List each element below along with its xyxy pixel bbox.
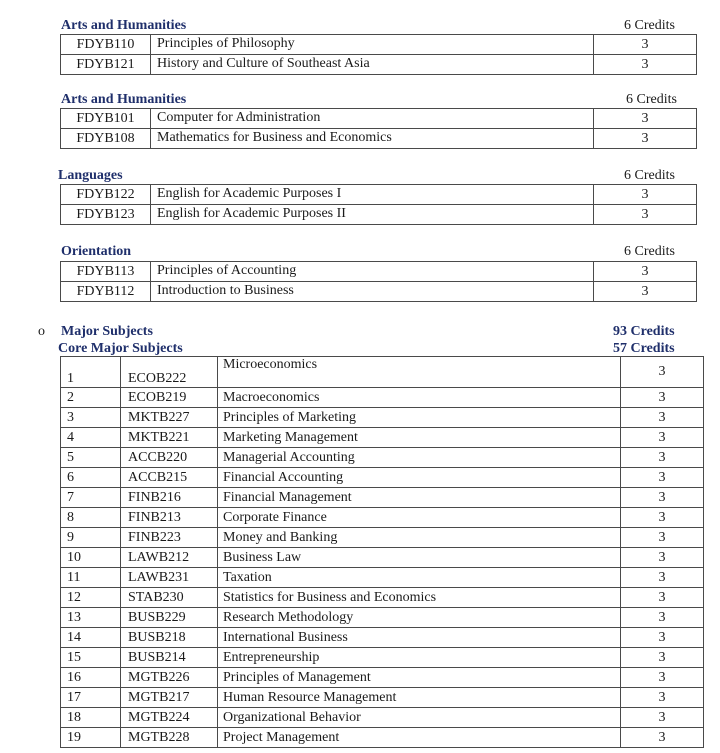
course-credit: 3 — [621, 528, 704, 548]
course-code: FINB223 — [121, 528, 218, 548]
course-title: Entrepreneurship — [218, 648, 621, 668]
course-credit: 3 — [621, 468, 704, 488]
row-number: 3 — [61, 408, 121, 428]
course-credit: 3 — [594, 129, 697, 149]
table-row — [61, 388, 704, 408]
course-code: FDYB101 — [61, 109, 151, 129]
course-credit: 3 — [621, 408, 704, 428]
table-row — [61, 648, 704, 668]
course-code: FDYB110 — [61, 35, 151, 55]
course-credit: 3 — [621, 388, 704, 408]
course-credit: 3 — [621, 648, 704, 668]
table-row — [61, 708, 704, 728]
course-code: BUSB229 — [121, 608, 218, 628]
course-title: Managerial Accounting — [218, 448, 621, 468]
row-number: 11 — [61, 568, 121, 588]
row-number: 4 — [61, 428, 121, 448]
bullet-icon: o — [38, 324, 45, 339]
course-credit: 3 — [621, 708, 704, 728]
table-row — [61, 35, 697, 55]
course-code: ACCB220 — [121, 448, 218, 468]
course-title: Computer for Administration — [151, 109, 594, 129]
table-row — [61, 428, 704, 448]
table-row — [61, 548, 704, 568]
course-title: Microeconomics — [218, 357, 621, 388]
table-row — [61, 129, 697, 149]
row-number: 13 — [61, 608, 121, 628]
table-row — [61, 588, 704, 608]
course-title: English for Academic Purposes II — [151, 205, 594, 225]
course-title: Financial Accounting — [218, 468, 621, 488]
section-title: Arts and Humanities — [61, 92, 187, 107]
row-number: 2 — [61, 388, 121, 408]
table-row — [61, 628, 704, 648]
table-row — [61, 185, 697, 205]
table-row — [61, 109, 697, 129]
course-title: Principles of Marketing — [218, 408, 621, 428]
row-number: 14 — [61, 628, 121, 648]
course-title: Marketing Management — [218, 428, 621, 448]
row-number: 7 — [61, 488, 121, 508]
course-credit: 3 — [621, 608, 704, 628]
course-credit: 3 — [621, 428, 704, 448]
table-row — [61, 262, 697, 282]
course-credit: 3 — [621, 568, 704, 588]
course-code: LAWB212 — [121, 548, 218, 568]
course-code: FDYB122 — [61, 185, 151, 205]
table-row — [61, 357, 704, 388]
course-code: FDYB113 — [61, 262, 151, 282]
table-row — [61, 508, 704, 528]
course-title: Business Law — [218, 548, 621, 568]
course-code: BUSB218 — [121, 628, 218, 648]
course-code: ECOB219 — [121, 388, 218, 408]
table-row — [61, 468, 704, 488]
course-code: FDYB123 — [61, 205, 151, 225]
course-title: Statistics for Business and Economics — [218, 588, 621, 608]
table-row — [61, 448, 704, 468]
course-credit: 3 — [621, 357, 704, 388]
course-code: MGTB226 — [121, 668, 218, 688]
course-credit: 3 — [621, 448, 704, 468]
course-title: Organizational Behavior — [218, 708, 621, 728]
course-code: MKTB221 — [121, 428, 218, 448]
course-code: ACCB215 — [121, 468, 218, 488]
course-credit: 3 — [621, 728, 704, 748]
course-title: Financial Management — [218, 488, 621, 508]
course-title: History and Culture of Southeast Asia — [151, 55, 594, 75]
section-credits: 6 Credits — [624, 18, 675, 33]
course-credit: 3 — [621, 488, 704, 508]
course-title: Principles of Philosophy — [151, 35, 594, 55]
course-code: FDYB108 — [61, 129, 151, 149]
course-code: MGTB224 — [121, 708, 218, 728]
course-code: ECOB222 — [121, 357, 218, 388]
section-credits: 6 Credits — [626, 92, 677, 107]
course-title: Mathematics for Business and Economics — [151, 129, 594, 149]
course-table — [60, 184, 697, 225]
row-number: 17 — [61, 688, 121, 708]
course-code: BUSB214 — [121, 648, 218, 668]
course-code: MGTB228 — [121, 728, 218, 748]
course-table — [60, 261, 697, 302]
core-credits: 57 Credits — [613, 341, 675, 356]
table-row — [61, 668, 704, 688]
course-title: Taxation — [218, 568, 621, 588]
course-credit: 3 — [621, 508, 704, 528]
course-table — [60, 34, 697, 75]
table-row — [61, 688, 704, 708]
course-title: Project Management — [218, 728, 621, 748]
table-row — [61, 408, 704, 428]
course-code: FDYB121 — [61, 55, 151, 75]
course-title: English for Academic Purposes I — [151, 185, 594, 205]
table-row — [61, 55, 697, 75]
row-number: 10 — [61, 548, 121, 568]
course-title: Corporate Finance — [218, 508, 621, 528]
section-title: Orientation — [61, 244, 131, 259]
course-table — [60, 108, 697, 149]
course-code: FDYB112 — [61, 282, 151, 302]
course-code: LAWB231 — [121, 568, 218, 588]
row-number: 16 — [61, 668, 121, 688]
table-row — [61, 608, 704, 628]
row-number: 9 — [61, 528, 121, 548]
row-number: 15 — [61, 648, 121, 668]
course-credit: 3 — [594, 35, 697, 55]
table-row — [61, 528, 704, 548]
section-title: Arts and Humanities — [61, 18, 187, 33]
row-number: 8 — [61, 508, 121, 528]
course-credit: 3 — [621, 548, 704, 568]
course-credit: 3 — [594, 185, 697, 205]
course-title: Introduction to Business — [151, 282, 594, 302]
table-row — [61, 488, 704, 508]
course-code: STAB230 — [121, 588, 218, 608]
row-number: 6 — [61, 468, 121, 488]
course-title: International Business — [218, 628, 621, 648]
course-title: Macroeconomics — [218, 388, 621, 408]
table-row — [61, 568, 704, 588]
course-code: FINB213 — [121, 508, 218, 528]
course-code: MKTB227 — [121, 408, 218, 428]
row-number: 5 — [61, 448, 121, 468]
course-credit: 3 — [594, 55, 697, 75]
course-title: Principles of Accounting — [151, 262, 594, 282]
course-credit: 3 — [594, 205, 697, 225]
row-number: 18 — [61, 708, 121, 728]
course-credit: 3 — [594, 282, 697, 302]
course-title: Research Methodology — [218, 608, 621, 628]
course-credit: 3 — [621, 588, 704, 608]
major-title: Major Subjects — [61, 324, 153, 339]
section-credits: 6 Credits — [624, 244, 675, 259]
row-number: 12 — [61, 588, 121, 608]
row-number: 1 — [61, 357, 121, 388]
course-code: MGTB217 — [121, 688, 218, 708]
course-credit: 3 — [594, 109, 697, 129]
table-row — [61, 728, 704, 748]
section-title: Languages — [58, 168, 123, 183]
course-title: Human Resource Management — [218, 688, 621, 708]
major-credits: 93 Credits — [613, 324, 675, 339]
course-credit: 3 — [621, 668, 704, 688]
core-subjects-table — [60, 356, 704, 748]
table-row — [61, 205, 697, 225]
course-code: FINB216 — [121, 488, 218, 508]
course-title: Principles of Management — [218, 668, 621, 688]
section-credits: 6 Credits — [624, 168, 675, 183]
course-title: Money and Banking — [218, 528, 621, 548]
course-credit: 3 — [594, 262, 697, 282]
core-title: Core Major Subjects — [58, 341, 183, 356]
table-row — [61, 282, 697, 302]
row-number: 19 — [61, 728, 121, 748]
course-credit: 3 — [621, 628, 704, 648]
course-credit: 3 — [621, 688, 704, 708]
